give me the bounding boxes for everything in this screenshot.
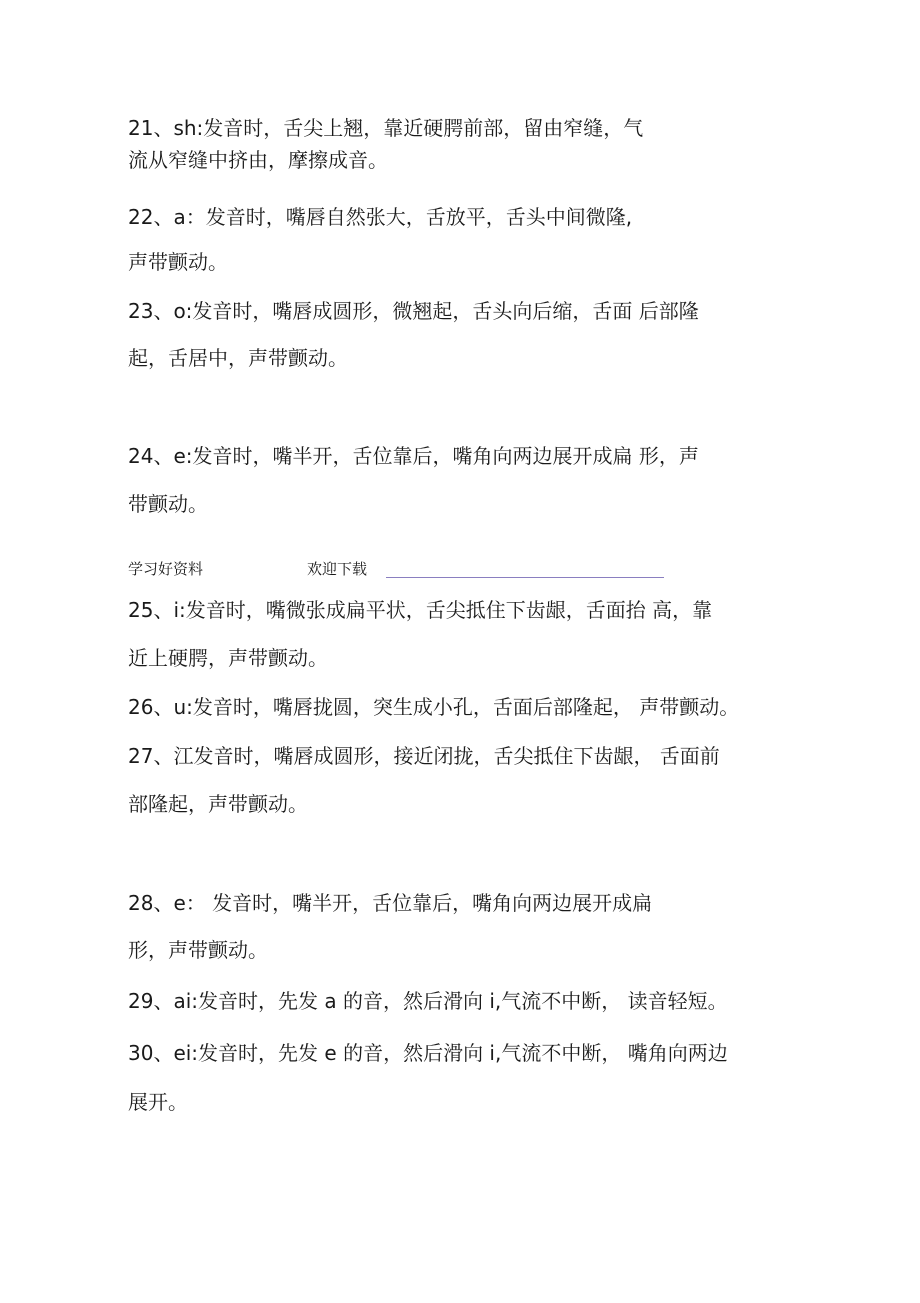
text-line-29: 29、ai:发音时，先发 a 的音，然后滑向 i,气流不中断， 读音轻短。 <box>128 989 728 1013</box>
watermark-left: 学习好资料 <box>128 560 204 578</box>
text-line-26: 26、u:发音时，嘴唇拢圆，突生成小孔，舌面后部隆起， 声带颤动。 <box>128 695 740 719</box>
text-line-21b: 流从窄缝中挤由，摩擦成音。 <box>128 148 388 172</box>
text-line-22a: 22、a：发音时，嘴唇自然张大，舌放平，舌头中间微隆, <box>128 205 633 229</box>
text-line-27a: 27、江发音时，嘴唇成圆形，接近闭拢，舌尖抵住下齿龈， 舌面前 <box>128 744 720 768</box>
watermark-underline <box>386 577 664 578</box>
text-line-30a: 30、ei:发音时，先发 e 的音，然后滑向 i,气流不中断， 嘴角向两边 <box>128 1041 728 1065</box>
text-line-25b: 近上硬腭，声带颤动。 <box>128 646 328 670</box>
text-line-21a: 21、sh:发音时，舌尖上翘，靠近硬腭前部，留由窄缝，气 <box>128 116 644 140</box>
text-line-23b: 起，舌居中，声带颤动。 <box>128 346 348 370</box>
text-line-28b: 形，声带颤动。 <box>128 938 268 962</box>
text-line-27b: 部隆起，声带颤动。 <box>128 792 308 816</box>
text-line-28a: 28、e： 发音时，嘴半开，舌位靠后，嘴角向两边展开成扁 <box>128 891 653 915</box>
text-line-23a: 23、o:发音时，嘴唇成圆形，微翘起，舌头向后缩，舌面 后部隆 <box>128 299 699 323</box>
text-line-24a: 24、e:发音时，嘴半开，舌位靠后，嘴角向两边展开成扁 形，声 <box>128 444 699 468</box>
text-line-22b: 声带颤动。 <box>128 250 228 274</box>
watermark-right: 欢迎下载 <box>307 560 368 578</box>
text-line-25a: 25、i:发音时，嘴微张成扁平状，舌尖抵住下齿龈，舌面抬 高，靠 <box>128 598 713 622</box>
text-line-30b: 展开。 <box>128 1090 188 1114</box>
text-line-24b: 带颤动。 <box>128 492 208 516</box>
